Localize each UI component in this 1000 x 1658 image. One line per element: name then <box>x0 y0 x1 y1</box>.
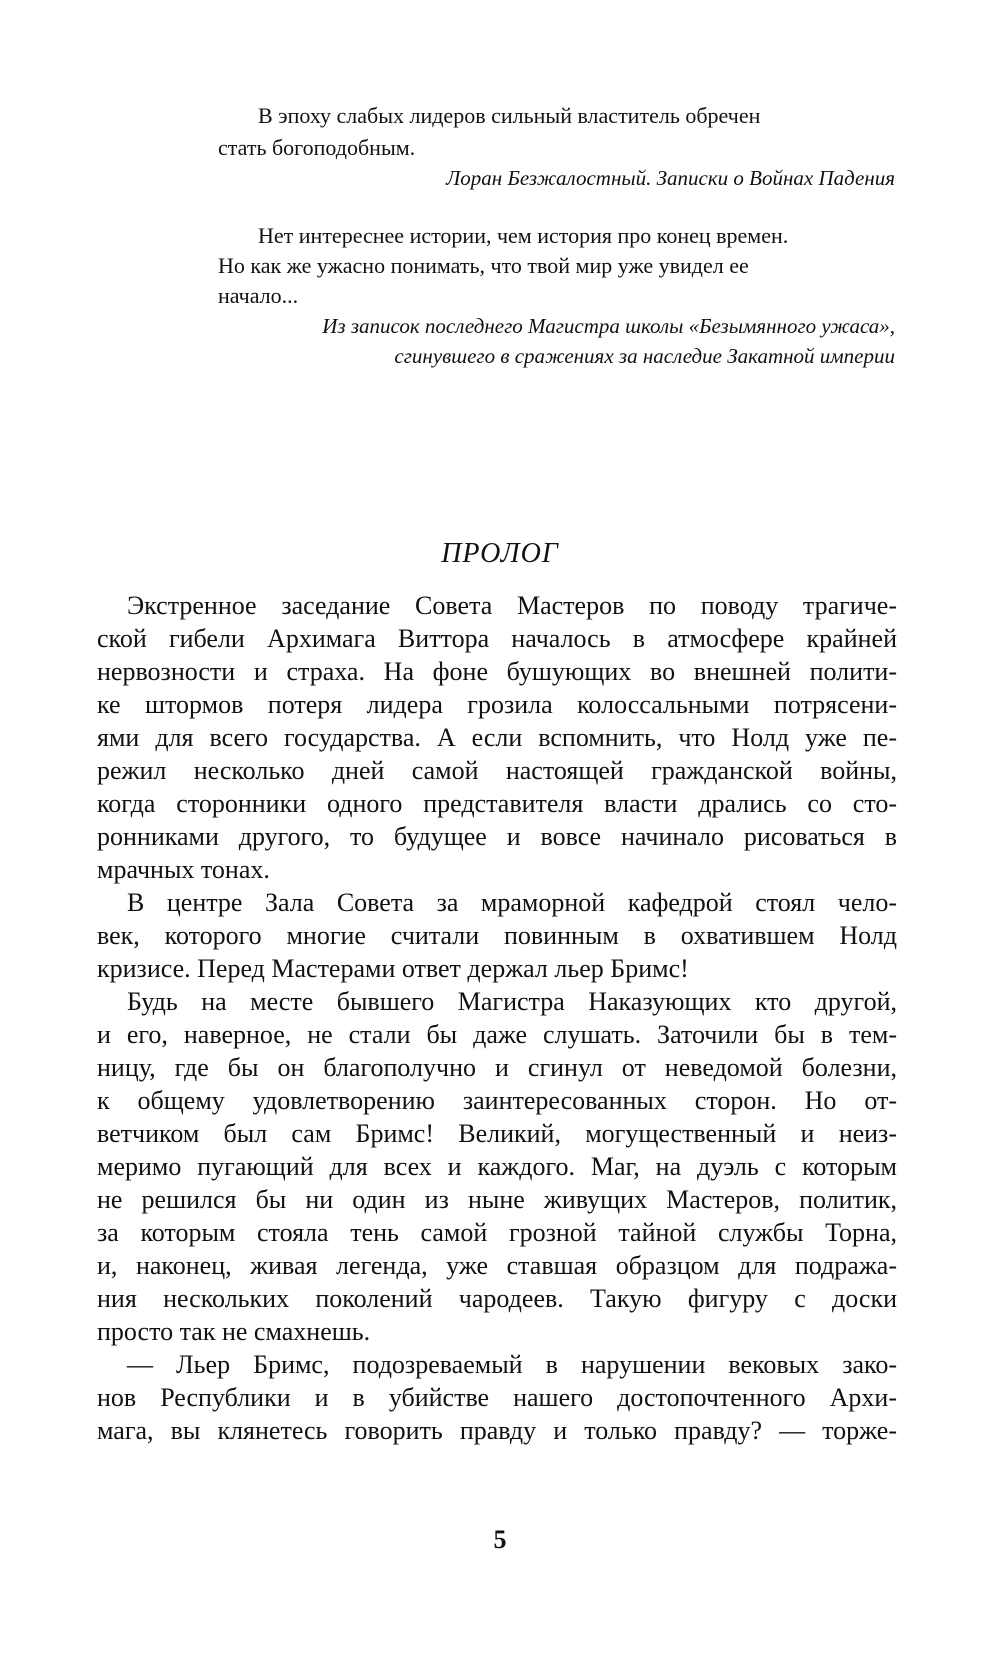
epigraph-2-line-2: Но как же ужасно понимать, что твой мир уже увидел ее <box>218 253 749 278</box>
body-line: мага, вы клянетесь говорить правду и только правду? — торже- <box>97 1416 897 1445</box>
body-line: просто так не смахнешь. <box>97 1317 371 1346</box>
body-line: и, наконец, живая легенда, уже ставшая образцом для подража- <box>97 1251 897 1280</box>
body-line: век, которого многие считали повинным в охватившем Нолд <box>97 921 897 950</box>
epigraph-2-line-1: Нет интереснее истории, чем история про конец времен. <box>258 223 789 248</box>
body-line: ями для всего государства. А если вспомнить, что Нолд уже пе- <box>97 723 897 752</box>
body-line: ке штормов потеря лидера грозила колоссальными потрясени- <box>97 690 897 719</box>
body-line: мрачных тонах. <box>97 855 270 884</box>
epigraph-2-attribution-line-1: Из записок последнего Магистра школы «Безымянного ужаса», <box>322 314 895 338</box>
body-line: Экстренное заседание Совета Мастеров по поводу трагиче- <box>127 591 897 620</box>
epigraph-1-line-2: стать богоподобным. <box>218 135 416 160</box>
body-line: режил несколько дней самой настоящей гражданской войны, <box>97 756 897 785</box>
body-line: ницу, где бы он благополучно и сгинул от неведомой болезни, <box>97 1053 897 1082</box>
chapter-title: ПРОЛОГ <box>441 538 559 569</box>
body-line: ветчиком был сам Бримс! Великий, могущественный и неиз- <box>97 1119 897 1148</box>
body-line: Будь на месте бывшего Магистра Наказующих кто другой, <box>127 987 897 1016</box>
body-line: за которым стояла тень самой грозной тайной службы Торна, <box>97 1218 897 1247</box>
body-line: и его, наверное, не стали бы даже слушать. Заточили бы в тем- <box>97 1020 897 1049</box>
body-line: ронниками другого, то будущее и вовсе начинало рисоваться в <box>97 822 897 851</box>
epigraph-2-attribution-line-2: сгинувшего в сражениях за наследие Закатной империи <box>394 344 895 368</box>
body-line: нов Республики и в убийстве нашего достопочтенного Архи- <box>97 1383 897 1412</box>
body-line: — Льер Бримс, подозреваемый в нарушении вековых зако- <box>127 1350 897 1379</box>
body-line: к общему удовлетворению заинтересованных сторон. Но от- <box>97 1086 897 1115</box>
epigraph-1-line-1: В эпоху слабых лидеров сильный властитель обречен <box>258 103 761 128</box>
body-line: когда сторонники одного представителя власти дрались со сто- <box>97 789 897 818</box>
body-line: В центре Зала Совета за мраморной кафедрой стоял чело- <box>127 888 897 917</box>
epigraph-1-attribution: Лоран Безжалостный. Записки о Войнах Падения <box>446 166 895 190</box>
page-number: 5 <box>493 1525 507 1554</box>
body-line: меримо пугающий для всех и каждого. Маг, на дуэль с которым <box>97 1152 897 1181</box>
body-line: ния нескольких поколений чародеев. Такую фигуру с доски <box>97 1284 897 1313</box>
body-line: кризисе. Перед Мастерами ответ держал льер Бримс! <box>97 954 689 983</box>
body-line: ской гибели Архимага Виттора началось в атмосфере крайней <box>97 624 897 653</box>
body-line: не решился бы ни один из ныне живущих Мастеров, политик, <box>97 1185 897 1214</box>
body-line: нервозности и страха. На фоне бушующих во внешней полити- <box>97 657 897 686</box>
epigraph-2-line-3: начало... <box>218 283 299 308</box>
